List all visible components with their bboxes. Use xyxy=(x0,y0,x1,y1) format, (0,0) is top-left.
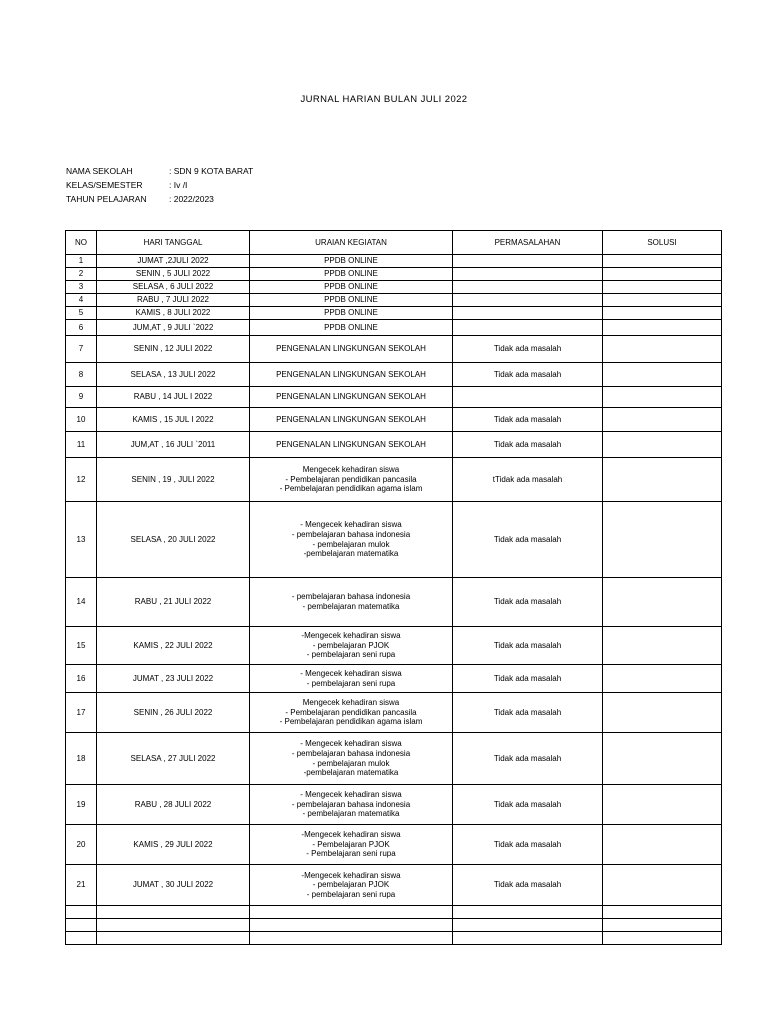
activity-line: Mengecek kehadiran siswa xyxy=(302,698,400,708)
header-date: HARI TANGGAL xyxy=(97,231,250,255)
row-date: SENIN , 19 , JULI 2022 xyxy=(97,458,250,502)
row-date: SENIN , 5 JULI 2022 xyxy=(97,268,250,281)
row-activities xyxy=(250,733,453,785)
activity-line: PENGENALAN LINGKUNGAN SEKOLAH xyxy=(276,439,426,449)
row-number: 12 xyxy=(66,458,97,502)
row-solution xyxy=(603,458,722,502)
table-row xyxy=(66,255,722,268)
row-activities xyxy=(250,294,453,307)
row-number: 2 xyxy=(66,268,97,281)
row-solution xyxy=(603,627,722,665)
row-number xyxy=(66,932,97,945)
row-date xyxy=(97,919,250,932)
row-date: SELASA , 27 JULI 2022 xyxy=(97,733,250,785)
row-issue xyxy=(453,255,603,268)
row-date: JUMAT ,2JULI 2022 xyxy=(97,255,250,268)
activity-line: - Pembelajaran pendidikan pancasila xyxy=(285,707,417,717)
row-solution xyxy=(603,733,722,785)
row-activities xyxy=(250,865,453,906)
table-row xyxy=(66,458,722,502)
row-activities xyxy=(250,432,453,458)
row-date xyxy=(97,932,250,945)
table-row xyxy=(66,336,722,363)
row-activities xyxy=(250,320,453,336)
info-label: KELAS/SEMESTER xyxy=(66,180,143,190)
activity-line: - Pembelajaran pendidikan pancasila xyxy=(285,474,417,484)
row-date: SELASA , 13 JULI 2022 xyxy=(97,363,250,387)
activity-line: -Mengecek kehadiran siswa xyxy=(301,631,401,641)
row-solution xyxy=(603,919,722,932)
row-solution xyxy=(603,294,722,307)
row-number: 9 xyxy=(66,387,97,408)
table-row xyxy=(66,320,722,336)
row-issue: Tidak ada masalah xyxy=(453,693,603,733)
table-row xyxy=(66,387,722,408)
row-activities xyxy=(250,363,453,387)
school-info xyxy=(66,164,253,206)
row-issue: Tidak ada masalah xyxy=(453,865,603,906)
row-activities xyxy=(250,693,453,733)
row-solution xyxy=(603,255,722,268)
activity-line: Mengecek kehadiran siswa xyxy=(302,465,400,475)
row-activities xyxy=(250,578,453,627)
row-number: 21 xyxy=(66,865,97,906)
row-number: 10 xyxy=(66,408,97,432)
activity-line: PPDB ONLINE xyxy=(324,295,378,305)
row-solution xyxy=(603,387,722,408)
row-solution xyxy=(603,693,722,733)
activity-line: - Pembelajaran PJOK xyxy=(312,839,390,849)
row-solution xyxy=(603,307,722,320)
info-row-school xyxy=(66,164,253,178)
row-solution xyxy=(603,906,722,919)
row-date: SELASA , 6 JULI 2022 xyxy=(97,281,250,294)
activity-line: - pembelajaran seni rupa xyxy=(306,650,396,660)
activity-line: PENGENALAN LINGKUNGAN SEKOLAH xyxy=(276,369,426,379)
row-number: 16 xyxy=(66,665,97,693)
row-solution xyxy=(603,665,722,693)
info-value: : Iv /I xyxy=(169,180,188,190)
row-number: 7 xyxy=(66,336,97,363)
row-issue: Tidak ada masalah xyxy=(453,825,603,865)
row-number: 20 xyxy=(66,825,97,865)
table-row xyxy=(66,906,722,919)
row-number: 3 xyxy=(66,281,97,294)
table-row xyxy=(66,268,722,281)
row-activities xyxy=(250,281,453,294)
activity-line: - pembelajaran bahasa indonesia xyxy=(291,748,411,758)
activity-line: - Mengecek kehadiran siswa xyxy=(300,739,402,749)
row-solution xyxy=(603,578,722,627)
activity-line: PENGENALAN LINGKUNGAN SEKOLAH xyxy=(276,414,426,424)
activity-line: -pembelajaran matematika xyxy=(303,549,399,559)
row-number: 6 xyxy=(66,320,97,336)
table-row xyxy=(66,627,722,665)
activity-line: - pembelajaran bahasa indonesia xyxy=(291,592,411,602)
activity-line: PENGENALAN LINGKUNGAN SEKOLAH xyxy=(276,392,426,402)
row-number: 8 xyxy=(66,363,97,387)
header-activities: URAIAN KEGIATAN xyxy=(250,231,453,255)
row-number: 13 xyxy=(66,502,97,578)
header-no: NO xyxy=(66,231,97,255)
activity-line: -pembelajaran matematika xyxy=(303,768,399,778)
row-date: RABU , 21 JULI 2022 xyxy=(97,578,250,627)
table-row xyxy=(66,932,722,945)
row-issue xyxy=(453,387,603,408)
row-number xyxy=(66,919,97,932)
row-issue xyxy=(453,919,603,932)
row-date xyxy=(97,906,250,919)
activity-line: - pembelajaran mulok xyxy=(312,539,390,549)
row-issue: Tidak ada masalah xyxy=(453,336,603,363)
activity-line: -Mengecek kehadiran siswa xyxy=(301,870,401,880)
row-number: 17 xyxy=(66,693,97,733)
row-activities xyxy=(250,785,453,825)
row-solution xyxy=(603,865,722,906)
row-issue xyxy=(453,906,603,919)
row-date: RABU , 28 JULI 2022 xyxy=(97,785,250,825)
table-row xyxy=(66,281,722,294)
row-activities xyxy=(250,268,453,281)
row-date: JUM,AT , 9 JULI `2022 xyxy=(97,320,250,336)
row-solution xyxy=(603,336,722,363)
row-solution xyxy=(603,408,722,432)
header-issues: PERMASALAHAN xyxy=(453,231,603,255)
row-issue xyxy=(453,307,603,320)
table-row xyxy=(66,825,722,865)
activity-line: - Mengecek kehadiran siswa xyxy=(300,668,402,678)
activity-line: - pembelajaran PJOK xyxy=(312,640,390,650)
row-issue xyxy=(453,932,603,945)
table-row xyxy=(66,919,722,932)
activity-line: - pembelajaran matematika xyxy=(302,809,400,819)
table-row xyxy=(66,865,722,906)
row-solution xyxy=(603,268,722,281)
row-date: RABU , 7 JULI 2022 xyxy=(97,294,250,307)
row-activities xyxy=(250,932,453,945)
row-issue xyxy=(453,294,603,307)
table-row xyxy=(66,307,722,320)
row-date: JUM,AT , 16 JULI `2011 xyxy=(97,432,250,458)
row-date: KAMIS , 29 JULI 2022 xyxy=(97,825,250,865)
activity-line: - pembelajaran mulok xyxy=(312,758,390,768)
row-activities xyxy=(250,387,453,408)
row-issue: Tidak ada masalah xyxy=(453,785,603,825)
table-row xyxy=(66,785,722,825)
row-number: 4 xyxy=(66,294,97,307)
row-activities xyxy=(250,255,453,268)
row-issue xyxy=(453,268,603,281)
row-date: JUMAT , 30 JULI 2022 xyxy=(97,865,250,906)
row-solution xyxy=(603,432,722,458)
row-number: 15 xyxy=(66,627,97,665)
activity-line: - pembelajaran seni rupa xyxy=(306,678,396,688)
row-date: KAMIS , 15 JUL I 2022 xyxy=(97,408,250,432)
activity-line: - Pembelajaran seni rupa xyxy=(306,849,396,859)
activity-line: PPDB ONLINE xyxy=(324,308,378,318)
row-activities xyxy=(250,408,453,432)
row-issue: Tidak ada masalah xyxy=(453,363,603,387)
activity-line: - pembelajaran seni rupa xyxy=(306,889,396,899)
row-issue: tTidak ada masalah xyxy=(453,458,603,502)
activity-line: - pembelajaran PJOK xyxy=(312,880,390,890)
table-row xyxy=(66,294,722,307)
info-value: : 2022/2023 xyxy=(169,194,214,204)
table-row xyxy=(66,408,722,432)
table-body xyxy=(66,255,722,945)
row-solution xyxy=(603,281,722,294)
row-solution xyxy=(603,932,722,945)
row-number: 19 xyxy=(66,785,97,825)
row-number: 18 xyxy=(66,733,97,785)
row-solution xyxy=(603,825,722,865)
row-number: 5 xyxy=(66,307,97,320)
row-issue xyxy=(453,320,603,336)
row-activities xyxy=(250,919,453,932)
row-activities xyxy=(250,458,453,502)
info-row-year xyxy=(66,192,253,206)
info-row-class xyxy=(66,178,253,192)
activity-line: -Mengecek kehadiran siswa xyxy=(301,830,401,840)
activity-line: PENGENALAN LINGKUNGAN SEKOLAH xyxy=(276,344,426,354)
row-number xyxy=(66,906,97,919)
row-date: RABU , 14 JUL I 2022 xyxy=(97,387,250,408)
row-date: JUMAT , 23 JULI 2022 xyxy=(97,665,250,693)
row-date: KAMIS , 8 JULI 2022 xyxy=(97,307,250,320)
row-issue: Tidak ada masalah xyxy=(453,578,603,627)
row-solution xyxy=(603,320,722,336)
row-activities xyxy=(250,336,453,363)
header-solution: SOLUSI xyxy=(603,231,722,255)
row-date: SELASA , 20 JULI 2022 xyxy=(97,502,250,578)
activity-line: - pembelajaran bahasa indonesia xyxy=(291,799,411,809)
info-value: : SDN 9 KOTA BARAT xyxy=(169,166,254,176)
row-issue: Tidak ada masalah xyxy=(453,502,603,578)
row-issue: Tidak ada masalah xyxy=(453,733,603,785)
activity-line: - pembelajaran bahasa indonesia xyxy=(291,529,411,539)
row-activities xyxy=(250,627,453,665)
table-row xyxy=(66,432,722,458)
table-header-row xyxy=(66,231,722,255)
row-activities xyxy=(250,825,453,865)
row-activities xyxy=(250,665,453,693)
info-label: TAHUN PELAJARAN xyxy=(66,194,147,204)
activity-line: - Mengecek kehadiran siswa xyxy=(300,520,402,530)
activity-line: PPDB ONLINE xyxy=(324,256,378,266)
activity-line: PPDB ONLINE xyxy=(324,282,378,292)
row-number: 1 xyxy=(66,255,97,268)
activity-line: - Pembelajaran pendidikan agama islam xyxy=(279,717,423,727)
row-issue: Tidak ada masalah xyxy=(453,432,603,458)
activity-line: - Mengecek kehadiran siswa xyxy=(300,790,402,800)
row-date: SENIN , 12 JULI 2022 xyxy=(97,336,250,363)
row-activities xyxy=(250,502,453,578)
journal-table xyxy=(65,230,722,945)
row-solution xyxy=(603,502,722,578)
row-issue: Tidak ada masalah xyxy=(453,408,603,432)
row-activities xyxy=(250,906,453,919)
row-solution xyxy=(603,363,722,387)
row-date: KAMIS , 22 JULI 2022 xyxy=(97,627,250,665)
table-row xyxy=(66,502,722,578)
table-row xyxy=(66,665,722,693)
activity-line: - pembelajaran matematika xyxy=(302,602,400,611)
table-row xyxy=(66,693,722,733)
activity-line: - Pembelajaran pendidikan agama islam xyxy=(279,484,423,494)
row-number: 14 xyxy=(66,578,97,627)
row-number: 11 xyxy=(66,432,97,458)
row-issue xyxy=(453,281,603,294)
table-row xyxy=(66,733,722,785)
page-title: JURNAL HARIAN BULAN JULI 2022 xyxy=(300,94,468,105)
activity-line: PPDB ONLINE xyxy=(324,322,378,332)
activity-line: PPDB ONLINE xyxy=(324,269,378,279)
info-label: NAMA SEKOLAH xyxy=(66,166,133,176)
row-issue: Tidak ada masalah xyxy=(453,665,603,693)
row-date: SENIN , 26 JULI 2022 xyxy=(97,693,250,733)
row-activities xyxy=(250,307,453,320)
row-issue: Tidak ada masalah xyxy=(453,627,603,665)
table-row xyxy=(66,363,722,387)
table-row xyxy=(66,578,722,627)
row-solution xyxy=(603,785,722,825)
